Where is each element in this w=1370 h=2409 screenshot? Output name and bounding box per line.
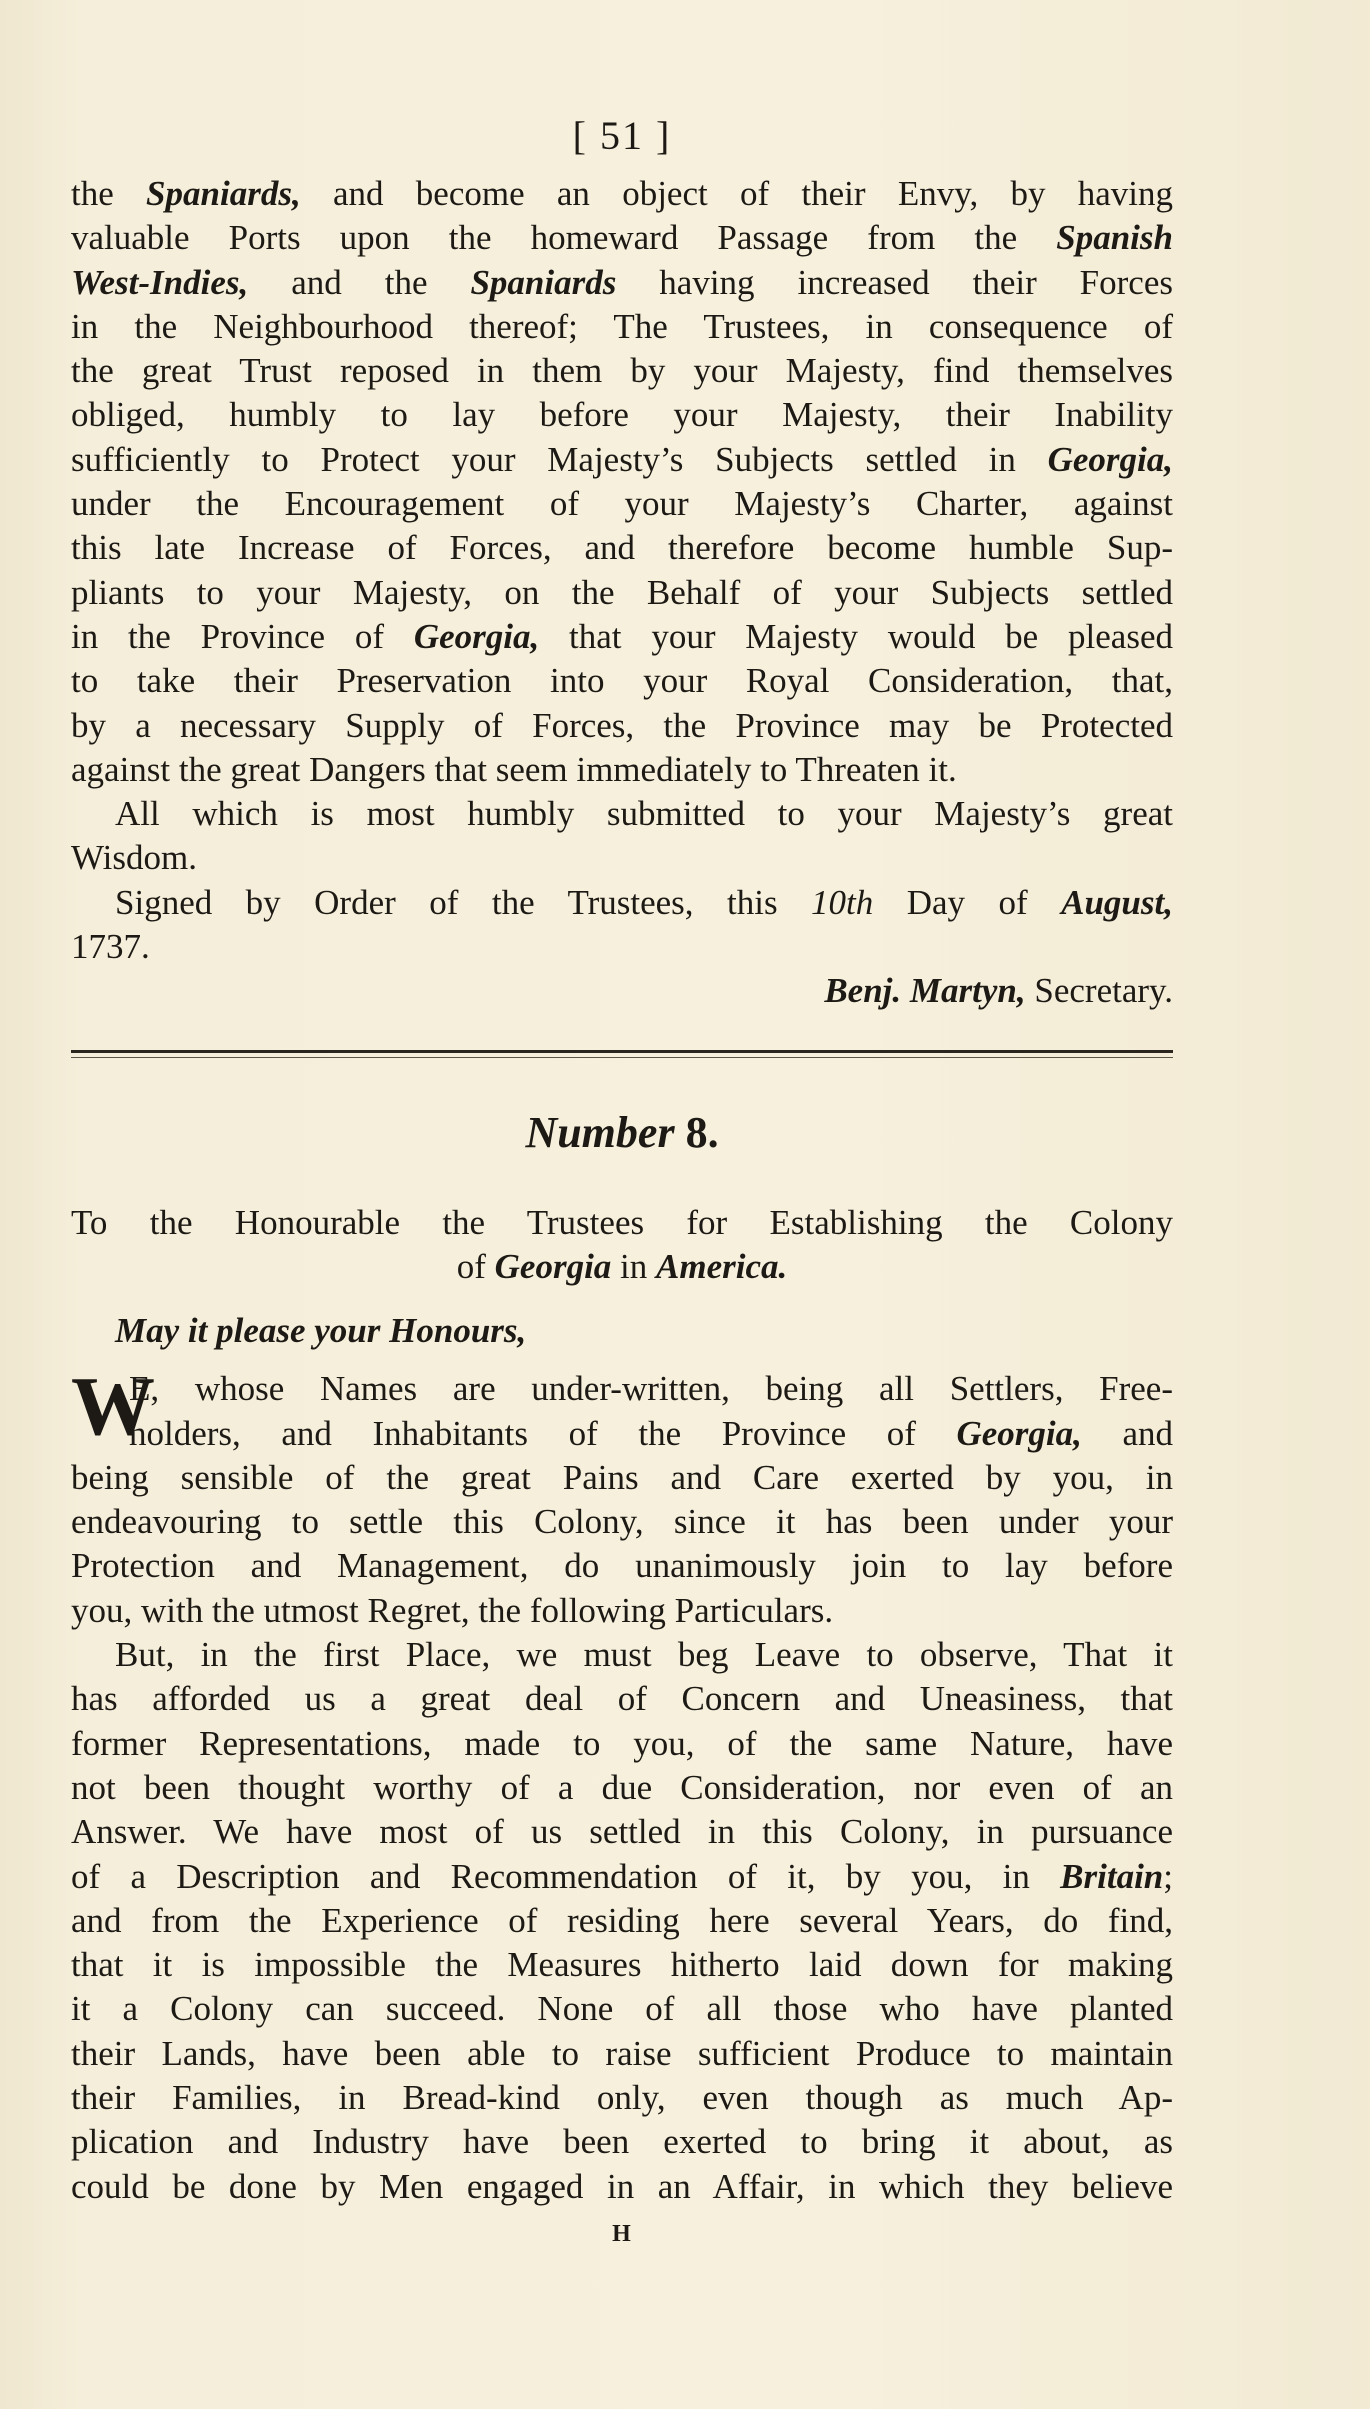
letter-paragraph-2 <box>71 1633 1173 2209</box>
submitted-line-1: All which is most humbly submitted to your Majesty’s great <box>115 794 1173 834</box>
letter-opening <box>71 1360 1173 1456</box>
letter-line: and from the Experience of residing here several Years, do find, <box>71 1900 1173 1940</box>
letter-line: could be done by Men engaged in an Affair, in which they believe <box>71 2166 1173 2206</box>
letter-line: former Representations, made to you, of the same Nature, have <box>71 1723 1173 1763</box>
petition-line: against the great Dangers that seem immediately to Threaten it. <box>71 749 957 789</box>
letter-line: of a Description and Recommendation of it, by you, in Britain; <box>71 1856 1173 1896</box>
letter-line: endeavouring to settle this Colony, since it has been under your <box>71 1502 1173 1542</box>
address-line: of Georgia in America. <box>456 1246 788 1286</box>
letter-line: Answer. We have most of us settled in this Colony, in pursuance <box>71 1812 1173 1852</box>
letter-line: E, whose Names are under-written, being all Settlers, Free- <box>129 1369 1173 1409</box>
page-number: [ 51 ] <box>572 113 672 158</box>
letter-line: But, in the first Place, we must beg Leave to observe, That it <box>115 1635 1173 1675</box>
letter-paragraph-1 <box>71 1456 1173 1633</box>
section-heading: Number 8. <box>525 1107 719 1157</box>
section-divider <box>71 1050 1173 1053</box>
letter-line: their Lands, have been able to raise sufficient Produce to maintain <box>71 2033 1173 2073</box>
petition-line: this late Increase of Forces, and therefore become humble Sup- <box>71 528 1173 568</box>
text-column <box>71 108 1173 2248</box>
petition-line: to take their Preservation into your Royal Consideration, that, <box>71 661 1173 701</box>
letter-line: being sensible of the great Pains and Care exerted by you, in <box>71 1457 1173 1497</box>
signatory-line: Benj. Martyn, Secretary. <box>824 971 1173 1011</box>
drop-cap: W <box>71 1360 155 1454</box>
letter-line: holders, and Inhabitants of the Province of Georgia, and <box>129 1413 1173 1453</box>
petition-line: pliants to your Majesty, on the Behalf of your Subjects settled <box>71 572 1173 612</box>
petition-line: valuable Ports upon the homeward Passage from the Spanish <box>71 218 1173 258</box>
petition-line: in the Province of Georgia, that your Majesty would be pleased <box>71 616 1173 656</box>
address-line: To the Honourable the Trustees for Establishing the Colony <box>71 1202 1173 1242</box>
submitted-line-2: Wisdom. <box>71 838 197 878</box>
letter-line: their Families, in Bread-kind only, even though as much Ap- <box>71 2077 1173 2117</box>
petition-text <box>71 172 1173 792</box>
letter-line: Protection and Management, do unanimously join to lay before <box>71 1546 1173 1586</box>
petition-line: West-Indies, and the Spaniards having increased their Forces <box>71 262 1173 302</box>
letter-line: that it is impossible the Measures hitherto laid down for making <box>71 1945 1173 1985</box>
petition-line: by a necessary Supply of Forces, the Province may be Protected <box>71 705 1173 745</box>
letter-line: plication and Industry have been exerted to bring it about, as <box>71 2122 1173 2162</box>
letter-line: not been thought worthy of a due Consideration, nor even of an <box>71 1767 1173 1807</box>
petition-line: obliged, humbly to lay before your Majesty, their Inability <box>71 395 1173 435</box>
address-block <box>71 1201 1173 1290</box>
letter-line: has afforded us a great deal of Concern and Uneasiness, that <box>71 1679 1173 1719</box>
petition-line: the great Trust reposed in them by your Majesty, find themselves <box>71 351 1173 391</box>
letter-line: it a Colony can succeed. None of all those who have planted <box>71 1989 1173 2029</box>
signed-line: Signed by Order of the Trustees, this 10th Day of August, <box>115 882 1173 922</box>
letter-line: you, with the utmost Regret, the following Particulars. <box>71 1590 834 1630</box>
salutation: May it please your Honours, <box>115 1311 527 1351</box>
petition-line: the Spaniards, and become an object of their Envy, by having <box>71 174 1174 213</box>
signed-year: 1737. <box>71 927 150 967</box>
signature-mark: H <box>612 2220 632 2247</box>
petition-line: in the Neighbourhood thereof; The Trustees, in consequence of <box>71 306 1173 346</box>
petition-line: under the Encouragement of your Majesty’s Charter, against <box>71 484 1173 524</box>
petition-line: sufficiently to Protect your Majesty’s Subjects settled in Georgia, <box>71 439 1173 479</box>
letter-first-lines <box>71 1360 1173 1456</box>
